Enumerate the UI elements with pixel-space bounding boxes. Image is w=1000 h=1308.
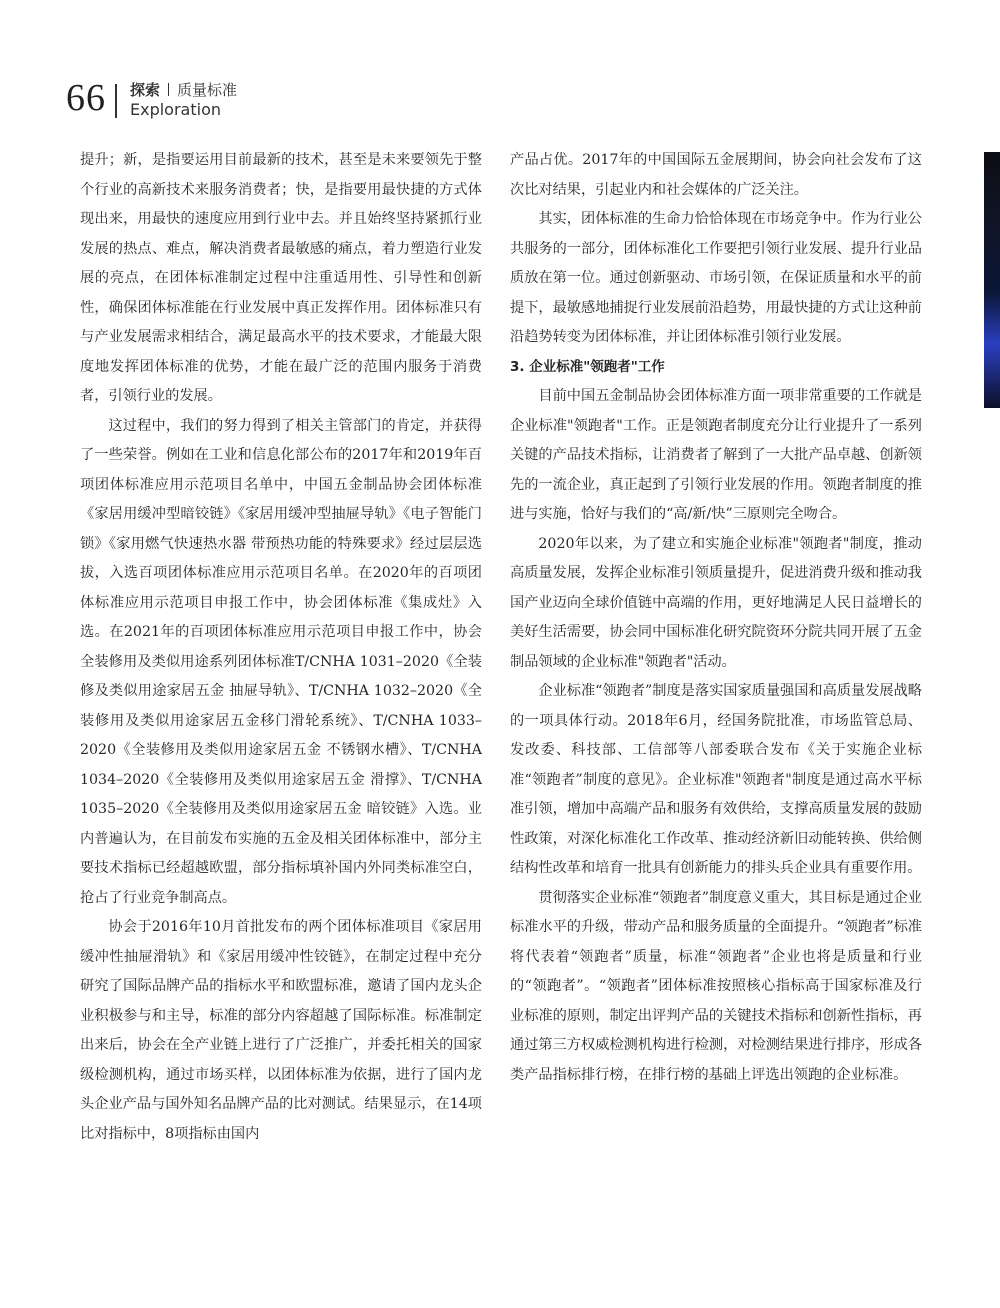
paragraph: 2020年以来，为了建立和实施企业标准"领跑者"制度，推动高质量发展，发挥企业标准引领质量提升，促进消费升级和推动我国产业迈向全球价值链中高端的作用，更好地满足人民日益增长的美好生活需要，协会同中国标准化研究院资环分院共同开展了五金制品领域的企业标准"领跑者"活动。 <box>510 535 922 670</box>
paragraph: 产品占优。2017年的中国国际五金展期间，协会向社会发布了这次比对结果，引起业内和社会媒体的广泛关注。 <box>510 152 922 198</box>
section-subname: 质量标准 <box>177 81 238 99</box>
section-title <box>130 80 237 100</box>
edge-image-strip <box>984 152 1000 408</box>
paragraph: 这过程中，我们的努力得到了相关主管部门的肯定，并获得了一些荣誉。例如在工业和信息化部公布的2017年和2019年百项团体标准应用示范项目名单中，中国五金制品协会团体标准《家居用缓冲型暗铰链》《家居用缓冲型抽屉导轨》《电子智能门锁》《家用燃气快速热水器 带预热功能的特殊要求》经过层层选拔，入选百项团体标准应用示范项目名单。在2020年的百项团体标准应用示范项目申报工作中，协会团体标准《集成灶》入选。在2021年的百项团体标准应用示范项目申报工作中，协会全装修用及类似用途系列团体标准T/CNHA 1031–2020《全装修及类似用途家居五金 抽屉导轨》、T/CNHA 1032–2020《全装修用及类似用途家居五金移门滑轮系统》、T/CNHA 1033–2020《全装修用及类似用途家居五金 不锈钢水槽》、T/CNHA 1034–2020《全装修用及类似用途家居五金 滑撑》、T/CNHA 1035–2020《全装修用及类似用途家居五金 暗铰链》入选。业内普遍认为，在目前发布实施的五金及相关团体标准中，部分主要技术指标已经超越欧盟，部分指标填补国内外同类标准空白，抢占了行业竞争制高点。 <box>80 417 482 906</box>
section-english: Exploration <box>130 100 221 119</box>
section-name: 探索 <box>130 81 161 99</box>
paragraph: 提升；新，是指要运用目前最新的技术，甚至是未来要领先于整个行业的高新技术来服务消费者；快，是指要用最快捷的方式体现出来，用最快的速度应用到行业中去。并且始终坚持紧抓行业发展的热点、难点，解决消费者最敏感的痛点，着力塑造行业发展的亮点，在团体标准制定过程中注重适用性、引导性和创新性，确保团体标准能在行业发展中真正发挥作用。团体标准只有与产业发展需求相结合，满足最高水平的技术要求，才能最大限度地发挥团体标准的优势，才能在最广泛的范围内服务于消费者，引领行业的发展。 <box>80 152 482 404</box>
header-divider <box>115 84 117 118</box>
paragraph: 贯彻落实企业标准“领跑者”制度意义重大，其目标是通过企业标准水平的升级，带动产品和服务质量的全面提升。“领跑者”标准将代表着“领跑者”质量，标准“领跑者”企业也将是质量和行业的“领跑者”。“领跑者”团体标准按照核心指标高于国家标准及行业标准的原则，制定出评判产品的关键技术指标和创新性指标，再通过第三方权威检测机构进行检测，对检测结果进行排序，形成各类产品指标排行榜，在排行榜的基础上评选出领跑的企业标准。 <box>510 889 922 1083</box>
subsection-heading: 3. 企业标准"领跑者"工作 <box>510 358 665 375</box>
page-number: 66 <box>66 77 106 119</box>
right-column <box>510 146 922 1090</box>
paragraph: 目前中国五金制品协会团体标准方面一项非常重要的工作就是企业标准"领跑者"工作。正是领跑者制度充分让行业提升了一系列关键的产品技术指标，让消费者了解到了一大批产品卓越、创新领先的一流企业，真正起到了引领行业发展的作用。领跑者制度的推进与实施，恰好与我们的“高/新/快”三原则完全吻合。 <box>510 388 922 522</box>
section-separator <box>168 83 169 96</box>
left-column <box>80 146 482 1149</box>
paragraph: 协会于2016年10月首批发布的两个团体标准项目《家居用缓冲性抽屉滑轨》和《家居用缓冲性铰链》，在制定过程中充分研究了国际品牌产品的指标水平和欧盟标准，邀请了国内龙头企业积极参与和主导，标准的部分内容超越了国际标准。标准制定出来后，协会在全产业链上进行了广泛推广，并委托相关的国家级检测机构，通过市场买样，以团体标准为依据，进行了国内龙头企业产品与国外知名品牌产品的比对测试。结果显示，在14项比对指标中，8项指标由国内 <box>80 919 482 1142</box>
paragraph: 其实，团体标准的生命力恰恰体现在市场竞争中。作为行业公共服务的一部分，团体标准化工作要把引领行业发展、提升行业品质放在第一位。通过创新驱动、市场引领，在保证质量和水平的前提下，最敏感地捕捉行业发展前沿趋势，用最快捷的方式让这种前沿趋势转变为团体标准，并让团体标准引领行业发展。 <box>510 211 922 345</box>
paragraph: 企业标准“领跑者”制度是落实国家质量强国和高质量发展战略的一项具体行动。2018年6月，经国务院批准，市场监管总局、发改委、科技部、工信部等八部委联合发布《关于实施企业标准“领跑者”制度的意见》。企业标准"领跑者"制度是通过高水平标准引领，增加中高端产品和服务有效供给，支撑高质量发展的鼓励性政策，对深化标准化工作改革、推动经济新旧动能转换、供给侧结构性改革和培育一批具有创新能力的排头兵企业具有重要作用。 <box>510 683 922 876</box>
